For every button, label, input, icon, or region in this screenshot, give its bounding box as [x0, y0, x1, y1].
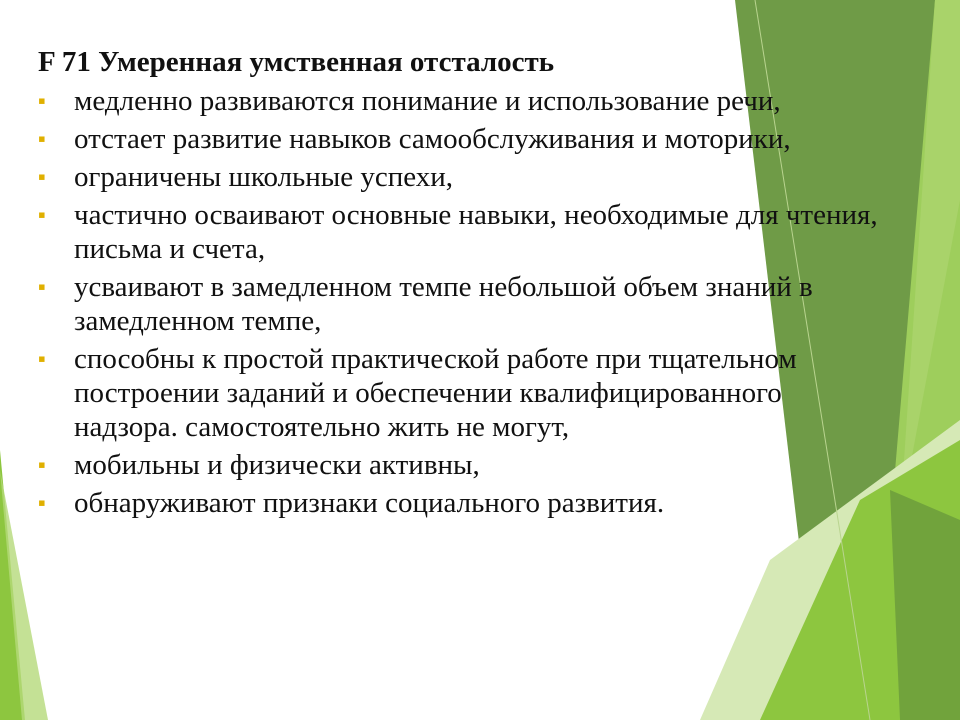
bullet-item [38, 270, 888, 338]
bullet-item [38, 486, 888, 520]
bullet-marker-icon: ▪ [38, 164, 46, 189]
bullet-item [38, 160, 888, 194]
bullet-list [38, 84, 888, 520]
bullet-item [38, 84, 888, 118]
bullet-text: медленно развиваются понимание и использование речи, [74, 85, 781, 117]
slide-content [38, 44, 888, 524]
bullet-text: усваивают в замедленном темпе небольшой объем знаний в замедленном темпе, [74, 271, 813, 337]
bullet-item [38, 342, 888, 444]
bullet-marker-icon: ▪ [38, 126, 46, 151]
bullet-text: отстает развитие навыков самообслуживания и моторики, [74, 123, 791, 155]
deco-green-dark-bottom [890, 490, 960, 720]
bullet-marker-icon: ▪ [38, 202, 46, 227]
bullet-item [38, 198, 888, 266]
bullet-marker-icon: ▪ [38, 452, 46, 477]
bullet-text: ограничены школьные успехи, [74, 161, 454, 193]
bullet-text: мобильны и физически активны, [74, 449, 480, 481]
bullet-item [38, 448, 888, 482]
bullet-item [38, 122, 888, 156]
bullet-text: обнаруживают признаки социального развития. [74, 487, 665, 519]
bullet-marker-icon: ▪ [38, 274, 46, 299]
bullet-marker-icon: ▪ [38, 490, 46, 515]
bullet-marker-icon: ▪ [38, 88, 46, 113]
bullet-text: способны к простой практической работе при тщательном построении заданий и обеспечении квалифицированного надзора. самостоятельно жить не могут, [74, 343, 797, 443]
slide-heading: F 71 Умеренная умственная отсталость [38, 46, 555, 78]
bullet-text: частично осваивают основные навыки, необходимые для чтения, письма и счета, [74, 199, 878, 265]
bullet-marker-icon: ▪ [38, 346, 46, 371]
